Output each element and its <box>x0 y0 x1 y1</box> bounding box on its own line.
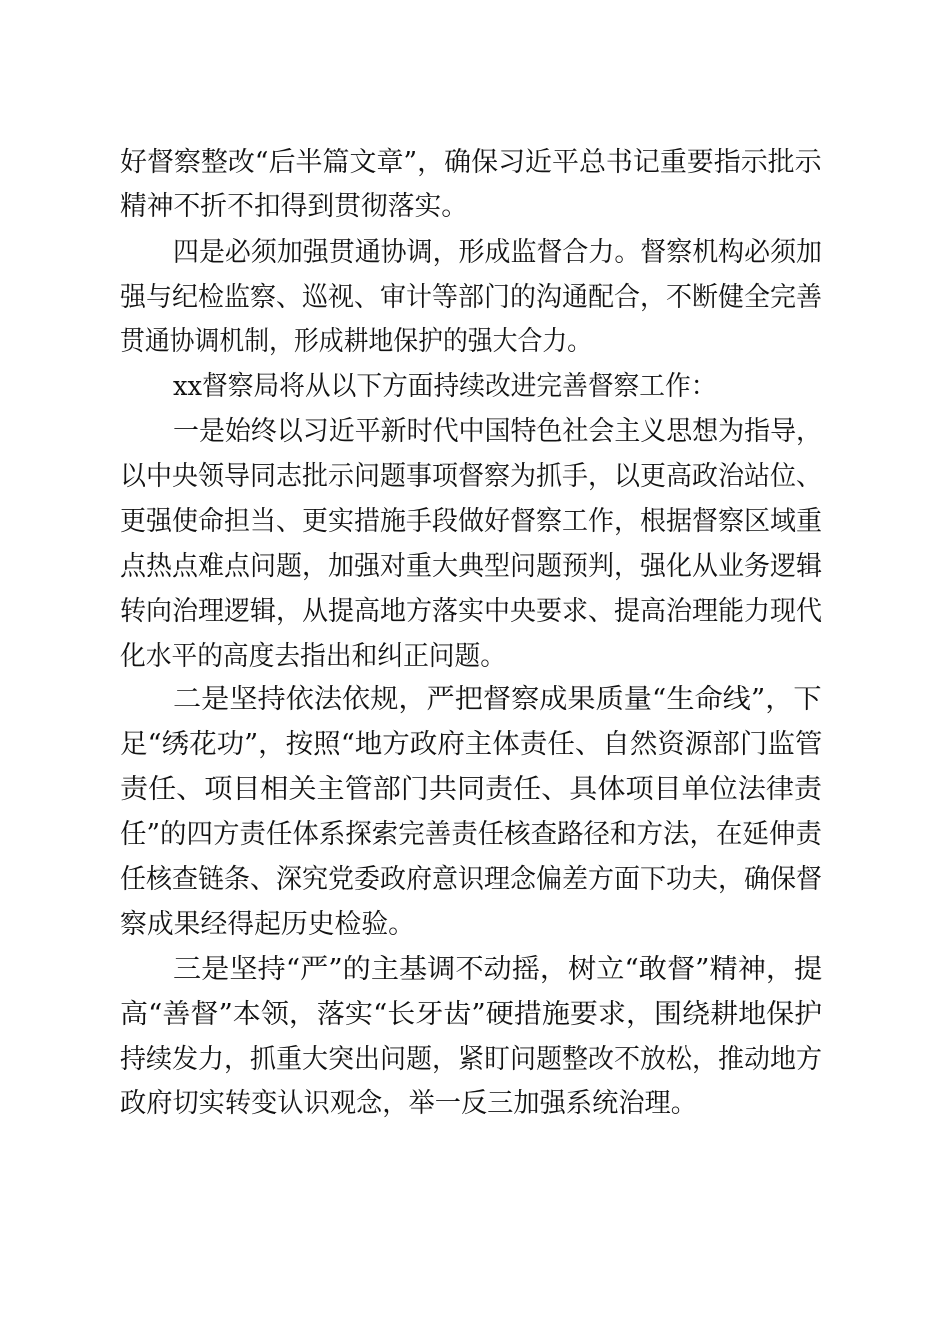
text-line: 贯通协调机制，形成耕地保护的强大合力。 <box>120 326 592 357</box>
text-line: 察成果经得起历史检验。 <box>120 909 415 940</box>
text-line: 二是坚持依法依规，严把督察成果质量“生命线”，下 <box>173 684 822 715</box>
text-line: 更强使命担当、更实措施手段做好督察工作，根据督察区域重 <box>120 506 822 537</box>
text-line: 精神不折不扣得到贯彻落实。 <box>120 191 468 222</box>
text-line: 高“善督”本领，落实“长牙齿”硬措施要求，围绕耕地保护 <box>120 999 823 1030</box>
text-line: 任核查链条、深究党委政府意识理念偏差方面下功夫，确保督 <box>120 864 822 895</box>
text-line: 持续发力，抓重大突出问题，紧盯问题整改不放松，推动地方 <box>120 1044 822 1075</box>
text-line: 四是必须加强贯通协调，形成监督合力。督察机构必须加 <box>173 237 822 268</box>
text-line: 一是始终以习近平新时代中国特色社会主义思想为指导， <box>173 416 822 447</box>
text-line: 足“绣花功”，按照“地方政府主体责任、自然资源部门监管 <box>120 729 823 760</box>
text-line: xx督察局将从以下方面持续改进完善督察工作： <box>173 371 717 402</box>
text-line: 好督察整改“后半篇文章”，确保习近平总书记重要指示批示 <box>120 147 822 178</box>
text-line: 政府切实转变认识观念，举一反三加强系统治理。 <box>120 1088 697 1119</box>
text-line: 转向治理逻辑，从提高地方落实中央要求、提高治理能力现代 <box>120 596 822 627</box>
text-line: 以中央领导同志批示问题事项督察为抓手，以更高政治站位、 <box>120 461 822 492</box>
text-line: 责任、项目相关主管部门共同责任、具体项目单位法律责 <box>120 774 822 805</box>
text-line: 化水平的高度去指出和纠正问题。 <box>120 641 506 672</box>
text-line: 强与纪检监察、巡视、审计等部门的沟通配合，不断健全完善 <box>120 282 822 313</box>
text-line: 点热点难点问题，加强对重大典型问题预判，强化从业务逻辑 <box>120 551 822 582</box>
text-line: 任”的四方责任体系探索完善责任核查路径和方法，在延伸责 <box>120 819 822 850</box>
text-line: 三是坚持“严”的主基调不动摇，树立“敢督”精神，提 <box>173 954 823 985</box>
